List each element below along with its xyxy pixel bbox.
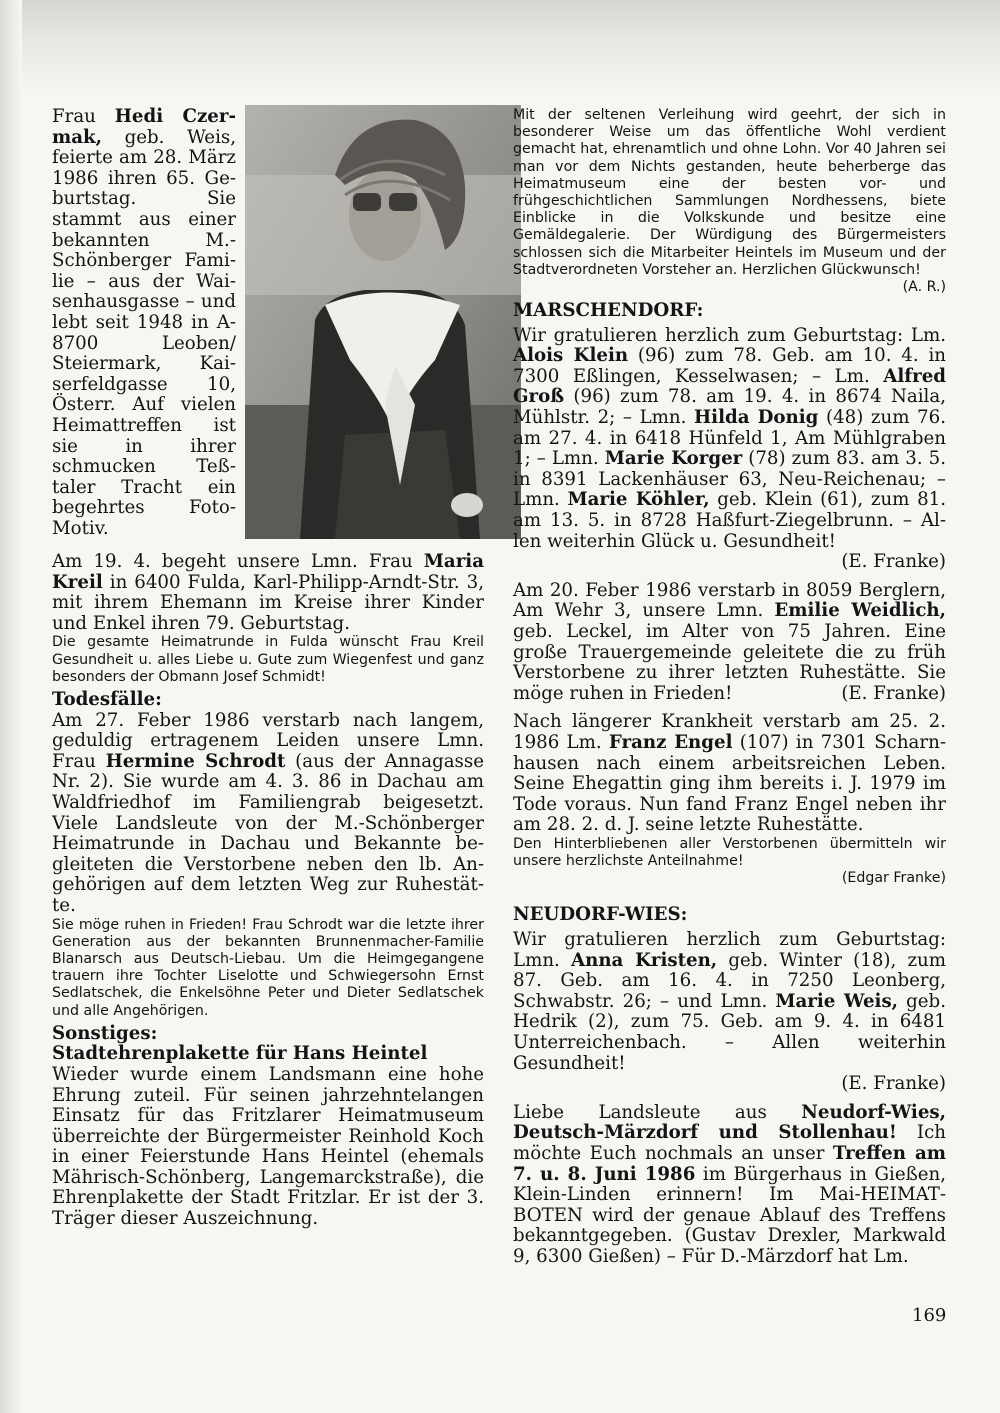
scan-shadow-left: [0, 0, 22, 1413]
author-sign: (E. Franke): [841, 682, 946, 704]
author-sign: (E. Franke): [841, 551, 946, 573]
right-column: [513, 107, 946, 1268]
sonstiges-heading: Sonstiges:: [52, 1022, 158, 1044]
weidlich-paragraph: Am 20. Feber 1986 verstarb in 8059 Berglern, Am Wehr 3, unsere Lmn. Emilie Weidlich, geb. Leckel, im Alter von 75 Jahren. Eine große Trauergemeinde geleitete die zu früh Verstorbene zu ihrer letzten Ruhestätte. Sie möge ruhen in Frieden! (E. Franke): [513, 579, 946, 704]
person-name: Marie Weis,: [775, 990, 899, 1012]
left-column: [52, 107, 484, 1230]
neudorf-paragraph: Wir gratulieren herzlich zum Geburtstag: Lmn. Anna Kristen, geb. Winter (18), zum 87. Geb. am 16. 4. in 7250 Leonberg, Schwabstr. 26; – und Lmn. Marie Weis, geb. Hedrik (2), zum 75. Geb. am 9. 4. in 6481 Unterreichenbach. – Allen weiterhin Gesundheit!: [513, 929, 946, 1074]
person-name: Anna Kristen,: [571, 949, 718, 971]
person-name: Maria Kreil: [52, 551, 484, 593]
plakette-heading: Stadtehrenplakette für Hans Heintel: [52, 1043, 428, 1065]
woman-in-costume-photo: [245, 105, 521, 539]
person-name: Hermine Schrodt: [105, 750, 286, 772]
schrodt-note: Sie möge ruhen in Frieden! Frau Schrodt war die letzte ihrer Generation aus der bekannten Brunnenmacher-Familie Blanarsch aus Deutsch-Liebau. Um die Heimgegangene trauern ihre Tochter Liselotte und Schwiegersohn Ernst Sedlatschek, die Enkelsöhne Peter und Dieter Sedlatschek und alle Angehörigen.: [52, 916, 484, 1019]
marschendorf-heading: MARSCHENDORF:: [513, 300, 704, 322]
kreil-paragraph: Am 19. 4. begeht unsere Lmn. Frau Maria Kreil in 6400 Fulda, Karl-Philipp-Arndt-Str. 3, mit ihrem Ehemann im Kreise ihrer Kinder und Enkel ihren 79. Geburtstag.: [52, 551, 484, 634]
person-name: Hedi Czermak,: [52, 106, 237, 148]
emphasis-text: Neudorf-Wies, Deutsch-Märzdorf und Stollenhau!: [513, 1101, 946, 1144]
portrait-photo: [245, 105, 521, 539]
todesfaelle-heading: Todesfälle:: [52, 688, 162, 710]
marschendorf-paragraph: Wir gratulieren herzlich zum Geburtstag: Lm. Alois Klein (96) zum 78. Geb. am 10. 4. in 7300 Eßlingen, Kesselwasen; – Lm. Alfred Groß (96) zum 78. am 19. 4. in 8674 Naila, Mühlstr. 2; – Lmn. Hilda Donig (48) zum 76. am 27. 4. in 6418 Hünfeld 1, Am Mühlgraben 1; – Lmn. Marie Korger (78) zum 83. am 3. 5. in 8391 Lackenhäuser 63, Neu-Reichenau; – Lmn. Marie Köhler, geb. Klein (61), zum 81. am 13. 5. in 8728 Haßfurt-Ziegelbrunn. – Allen weiterhin Glück u. Gesundheit!: [513, 324, 947, 552]
engel-note: Den Hinterbliebenen aller Verstorbenen übermitteln wir unsere herzlichste Anteilnahme!: [513, 835, 946, 870]
kreil-note: Die gesamte Heimatrunde in Fulda wünscht Frau Kreil Gesundheit u. alles Liebe u. Gute zum Wiegenfest und ganz besonders der Obmann Josef Schmidt!: [52, 634, 484, 685]
plakette-paragraph: Wieder wurde einem Landsmann eine hohe Ehrung zuteil. Für seinen jahrzehntelangen Einsatz für das Fritzlarer Heimatmuseum überreichte der Bürgermeister Reinhold Koch in einer Feierstunde Hans Heintel (ehemals Mährisch-Schönberg, Langemarckstraße), die Ehrenplakette der Stadt Fritzlar. Er ist der 3. Träger dieser Auszeichnung.: [52, 1063, 484, 1230]
czermak-paragraph: Frau Hedi Czermak, geb. Weis, feierte am 28. März 1986 ihren 65. Geburtstag. Sie stammt aus einer bekannten M.-Schönberger Familie – aus der Waisenhausgasse – und lebt seit 1948 in A-8700 Leoben/ Steiermark, Kaiserfeldgasse 10, Österr. Auf vielen Heimattreffen ist sie in ihrer schmucken Teßtaler Tracht ein begehrtes FotoMotiv.: [52, 106, 237, 539]
person-name: Hilda Donig: [693, 407, 819, 428]
author-sign: (A. R.): [902, 279, 946, 296]
neudorf-heading: NEUDORF-WIES:: [513, 904, 688, 926]
emphasis-text: Treffen am 7. u. 8. Juni 1986: [513, 1143, 946, 1185]
person-name: Marie Korger: [604, 448, 743, 470]
author-sign: (Edgar Franke): [841, 870, 946, 887]
scan-shadow-top: [0, 0, 1000, 95]
person-name: Marie Köhler,: [567, 489, 710, 511]
treffen-paragraph: Liebe Landsleute aus Neudorf-Wies, Deutsch-Märzdorf und Stollenhau! Ich möchte Euch nochmals an unser Treffen am 7. u. 8. Juni 1986 im Bürgerhaus in Gießen, Klein-Linden erinnern! Im Mai-HEIMATBOTEN wird der genaue Ablauf des Treffens bekanntgegeben. (Gustav Drexler, Markwald 9, 6300 Gießen) – Für D.-Märzdorf hat Lm.: [513, 1101, 946, 1267]
schrodt-paragraph: Am 27. Feber 1986 verstarb nach langem, geduldig ertragenem Leiden unsere Lmn. Frau Hermine Schrodt (aus der Annagasse Nr. 2). Sie wurde am 4. 3. 86 in Dachau am Waldfriedhof im Familiengrab beigesetzt. Viele Landsleute von der M.-Schönberger Heimatrunde in Dachau und Bekannte begleiteten die Verstorbene neben den lb. Angehörigen auf dem letzten Weg zur Ruhestätte.: [52, 709, 484, 916]
engel-paragraph: Nach längerer Krankheit verstarb am 25. 2. 1986 Lm. Franz Engel (107) in 7301 Scharnhausen nach einem arbeitsreichen Leben. Seine Ehegattin ging ihm bereits i. J. 1979 im Tode voraus. Nun fand Franz Engel neben ihr am 28. 2. d. J. seine letzte Ruhestätte.: [513, 711, 946, 836]
person-name: Franz Engel: [608, 731, 733, 753]
person-name: Alois Klein: [513, 345, 629, 367]
intro-block: [52, 107, 484, 544]
person-name: Alfred Groß: [513, 365, 946, 408]
person-name: Emilie Weidlich,: [774, 600, 946, 622]
page-number: 169: [912, 1305, 947, 1326]
author-sign: (E. Franke): [841, 1073, 946, 1095]
heintel-note: Mit der seltenen Verleihung wird geehrt, der sich in besonderer Weise um das öffentliche Wohl verdient gemacht hat, ehrenamtlich und ohne Lohn. Vor 40 Jahren sei man vor dem Nichts gestanden, heute beherberge das Heimatmuseum eine der besten vor- und frühgeschichtlichen Sammlungen Nordhessens, biete Einblicke in die Volkskunde und besitze eine Gemäldegalerie. Der Würdigung des Bürgermeisters schlossen sich die Mitarbeiter Heintels im Museum und der Stadtverordneten Vorsteher an. Herzlichen Glückwunsch! (A. R.): [513, 107, 946, 296]
